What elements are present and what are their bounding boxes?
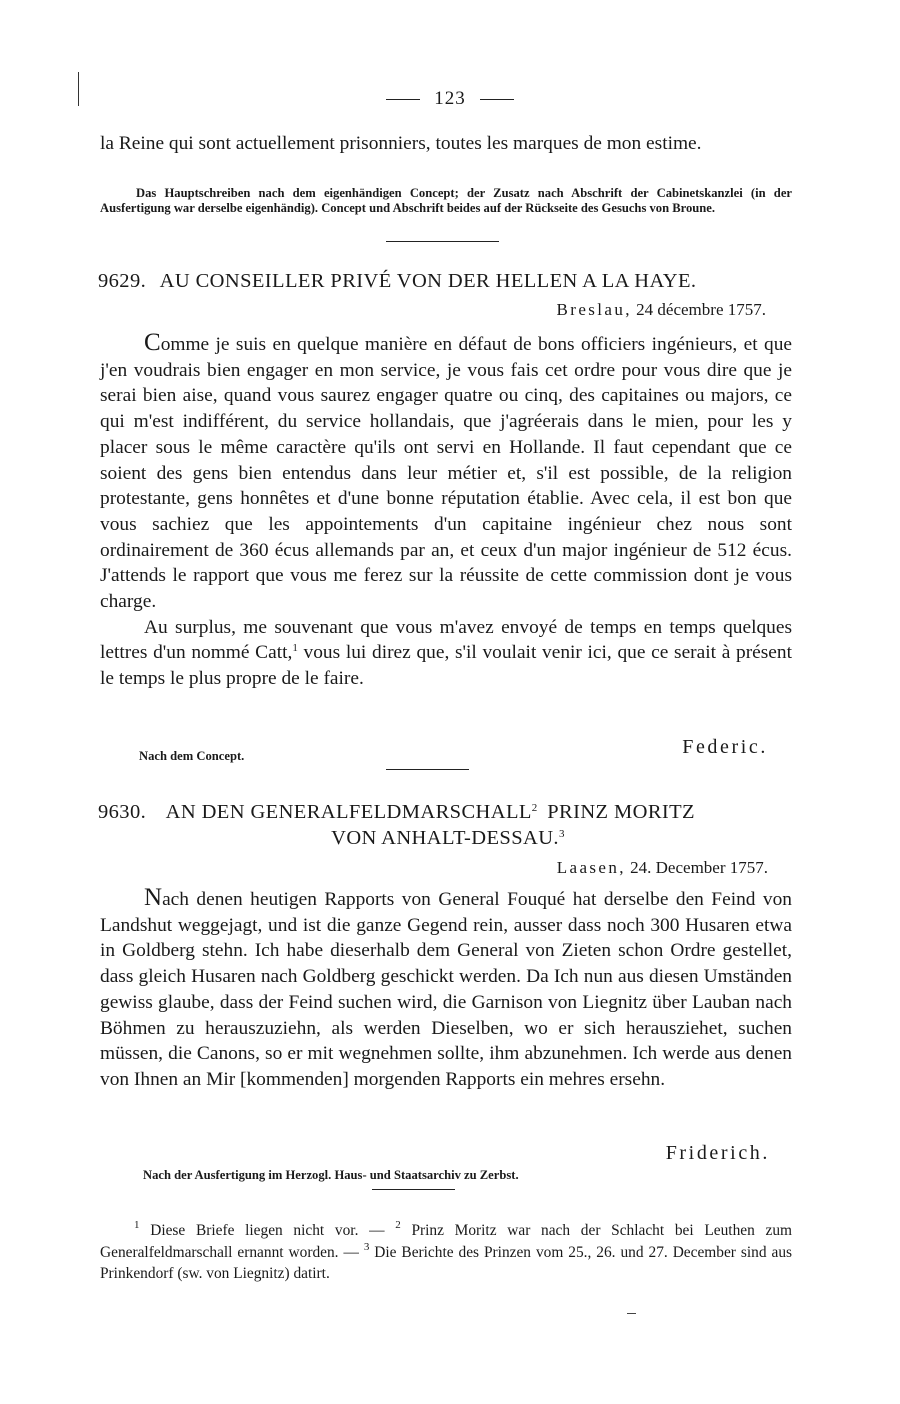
section-rule xyxy=(386,769,469,770)
paragraph-text: vous lui direz que, s'il voulait venir ici, que ce serait à présent le temps le plus propre de le faire. xyxy=(100,642,792,690)
page-header xyxy=(0,88,900,110)
letter-9629-dateline xyxy=(100,300,766,320)
footnote-mark: 1 xyxy=(134,1219,140,1231)
letter-title: PRINZ MORITZ xyxy=(547,801,695,823)
footnote-text: Prinz Moritz war nach der Schlacht bei Leuthen zum Generalfeldmarschall ernannt worden. — xyxy=(100,1222,792,1261)
carryover-paragraph xyxy=(100,131,792,157)
paragraph xyxy=(100,885,792,1093)
footnote-mark: 2 xyxy=(395,1219,401,1231)
letter-9630-heading xyxy=(98,799,798,851)
stray-mark xyxy=(627,1313,636,1314)
carryover-note-text: Das Hauptschreiben nach dem eigenhändigen Concept; der Zusatz nach Abschrift der Cabinetskanzlei (in der Ausfertigung war derselbe eigenhändig). Concept und Abschrift beides auf der Rückseite des Gesuchs von Broune. xyxy=(100,186,792,215)
paragraph xyxy=(100,330,792,615)
carryover-text: la Reine qui sont actuellement prisonniers, toutes les marques de mon estime. xyxy=(100,133,702,154)
header-rule-left xyxy=(386,99,420,100)
letter-9629-source: Nach dem Concept. xyxy=(139,749,245,763)
place: Breslau, xyxy=(556,300,632,319)
section-rule xyxy=(386,241,499,242)
letter-9629-body xyxy=(100,330,792,692)
footnotes xyxy=(100,1220,792,1285)
section-rule xyxy=(372,1189,455,1190)
paragraph-text: Au surplus, me souvenant que vous m'avez envoyé de temps en temps quelques lettres d'un nommé Catt, xyxy=(100,616,792,664)
heading-line xyxy=(98,825,798,851)
heading-line xyxy=(98,799,798,825)
letter-title: AU CONSEILLER PRIVÉ VON DER HELLEN A LA HAYE. xyxy=(159,270,697,292)
footnote-mark: 3 xyxy=(363,1240,370,1253)
date: 24 décembre 1757. xyxy=(636,300,766,319)
footnote-text: Die Berichte des Prinzen vom 25., 26. und 27. December sind aus Prinkendorf (sw. von Liegnitz) datirt. xyxy=(100,1243,792,1282)
header-rule-right xyxy=(480,99,514,100)
letter-9630-source: Nach der Ausfertigung im Herzogl. Haus- und Staatsarchiv zu Zerbst. xyxy=(143,1168,519,1182)
paragraph-text: ach denen heutigen Rapports von General Fouqué hat derselbe den Feind von Landshut weggejagt, und ist die ganze Gegend rein, ausser dass noch 300 Husaren etwa in Goldberg stehn. Ich habe dieserhalb dem General von Zieten schon Ordre gestellet, dass gleich Husaren nach Goldberg geschickt werden. Da Ich nun aus diesen Umständen gewiss glaube, dass der Feind suchen wird, die Garnison von Liegnitz über Lauban nach Böhmen zu herauszuziehn, als werden Dieselben, wo er sich herausziehet, suchen müssen, die Canons, so er mit wegnehmen sollte, ihm abzunehmen. Ich werde aus denen von Ihnen an Mir [kommenden] morgenden Rapports ein mehres ersehn. xyxy=(100,889,792,1090)
footnote-text: Diese Briefe liegen nicht vor. — xyxy=(139,1222,396,1239)
place: Laasen, xyxy=(556,858,626,877)
footnotes-text xyxy=(100,1220,792,1285)
footnote-ref: 3 xyxy=(558,828,565,840)
letter-9630-body xyxy=(100,885,792,1093)
letter-number: 9629. xyxy=(98,270,147,292)
page-number: 123 xyxy=(434,88,466,109)
letter-9629-signature: Federic. xyxy=(682,736,768,758)
letter-9630-dateline xyxy=(100,858,768,878)
carryover-note xyxy=(100,186,792,216)
letter-number: 9630. xyxy=(98,801,147,823)
footnote-ref: 2 xyxy=(531,802,538,814)
paragraph xyxy=(100,615,792,692)
letter-9629-heading xyxy=(98,268,798,294)
initial-letter: N xyxy=(144,884,163,911)
letter-title: AN DEN GENERALFELDMARSCHALL xyxy=(165,801,532,823)
footnote-ref: 1 xyxy=(292,642,298,655)
initial-letter: C xyxy=(144,329,161,356)
letter-9630-signature: Friderich. xyxy=(665,1142,770,1164)
paragraph-text: omme je suis en quelque manière en défaut de bons officiers ingénieurs, et que j'en voudrais bien engager en mon service, je vous fais cet ordre pour vous dire que je serai bien aise, quand vous saurez engager quatre ou cinq, des capitaines ou majors, ce qui m'est indifférent, du service hollandais, que j'agréerais dans le mien, pour les y placer sous le même caractère qu'ils ont servi en Hollande. Il faut cependant que ce soient des gens bien entendus dans leur métier et, s'il est possible, de la religion protestante, gens honnêtes et d'une bonne réputation établie. Avec cela, il est bon que vous sachiez que les appointements d'un capitaine ingénieur chez nous sont ordinairement de 360 écus allemands par an, et ceux d'un major ingénieur de 512 écus. J'attends le rapport que vous me ferez sur la réussite de cette commission dont je vous charge. xyxy=(100,334,792,613)
date: 24. December 1757. xyxy=(630,858,768,877)
letter-title: VON ANHALT-DESSAU. xyxy=(331,827,559,849)
